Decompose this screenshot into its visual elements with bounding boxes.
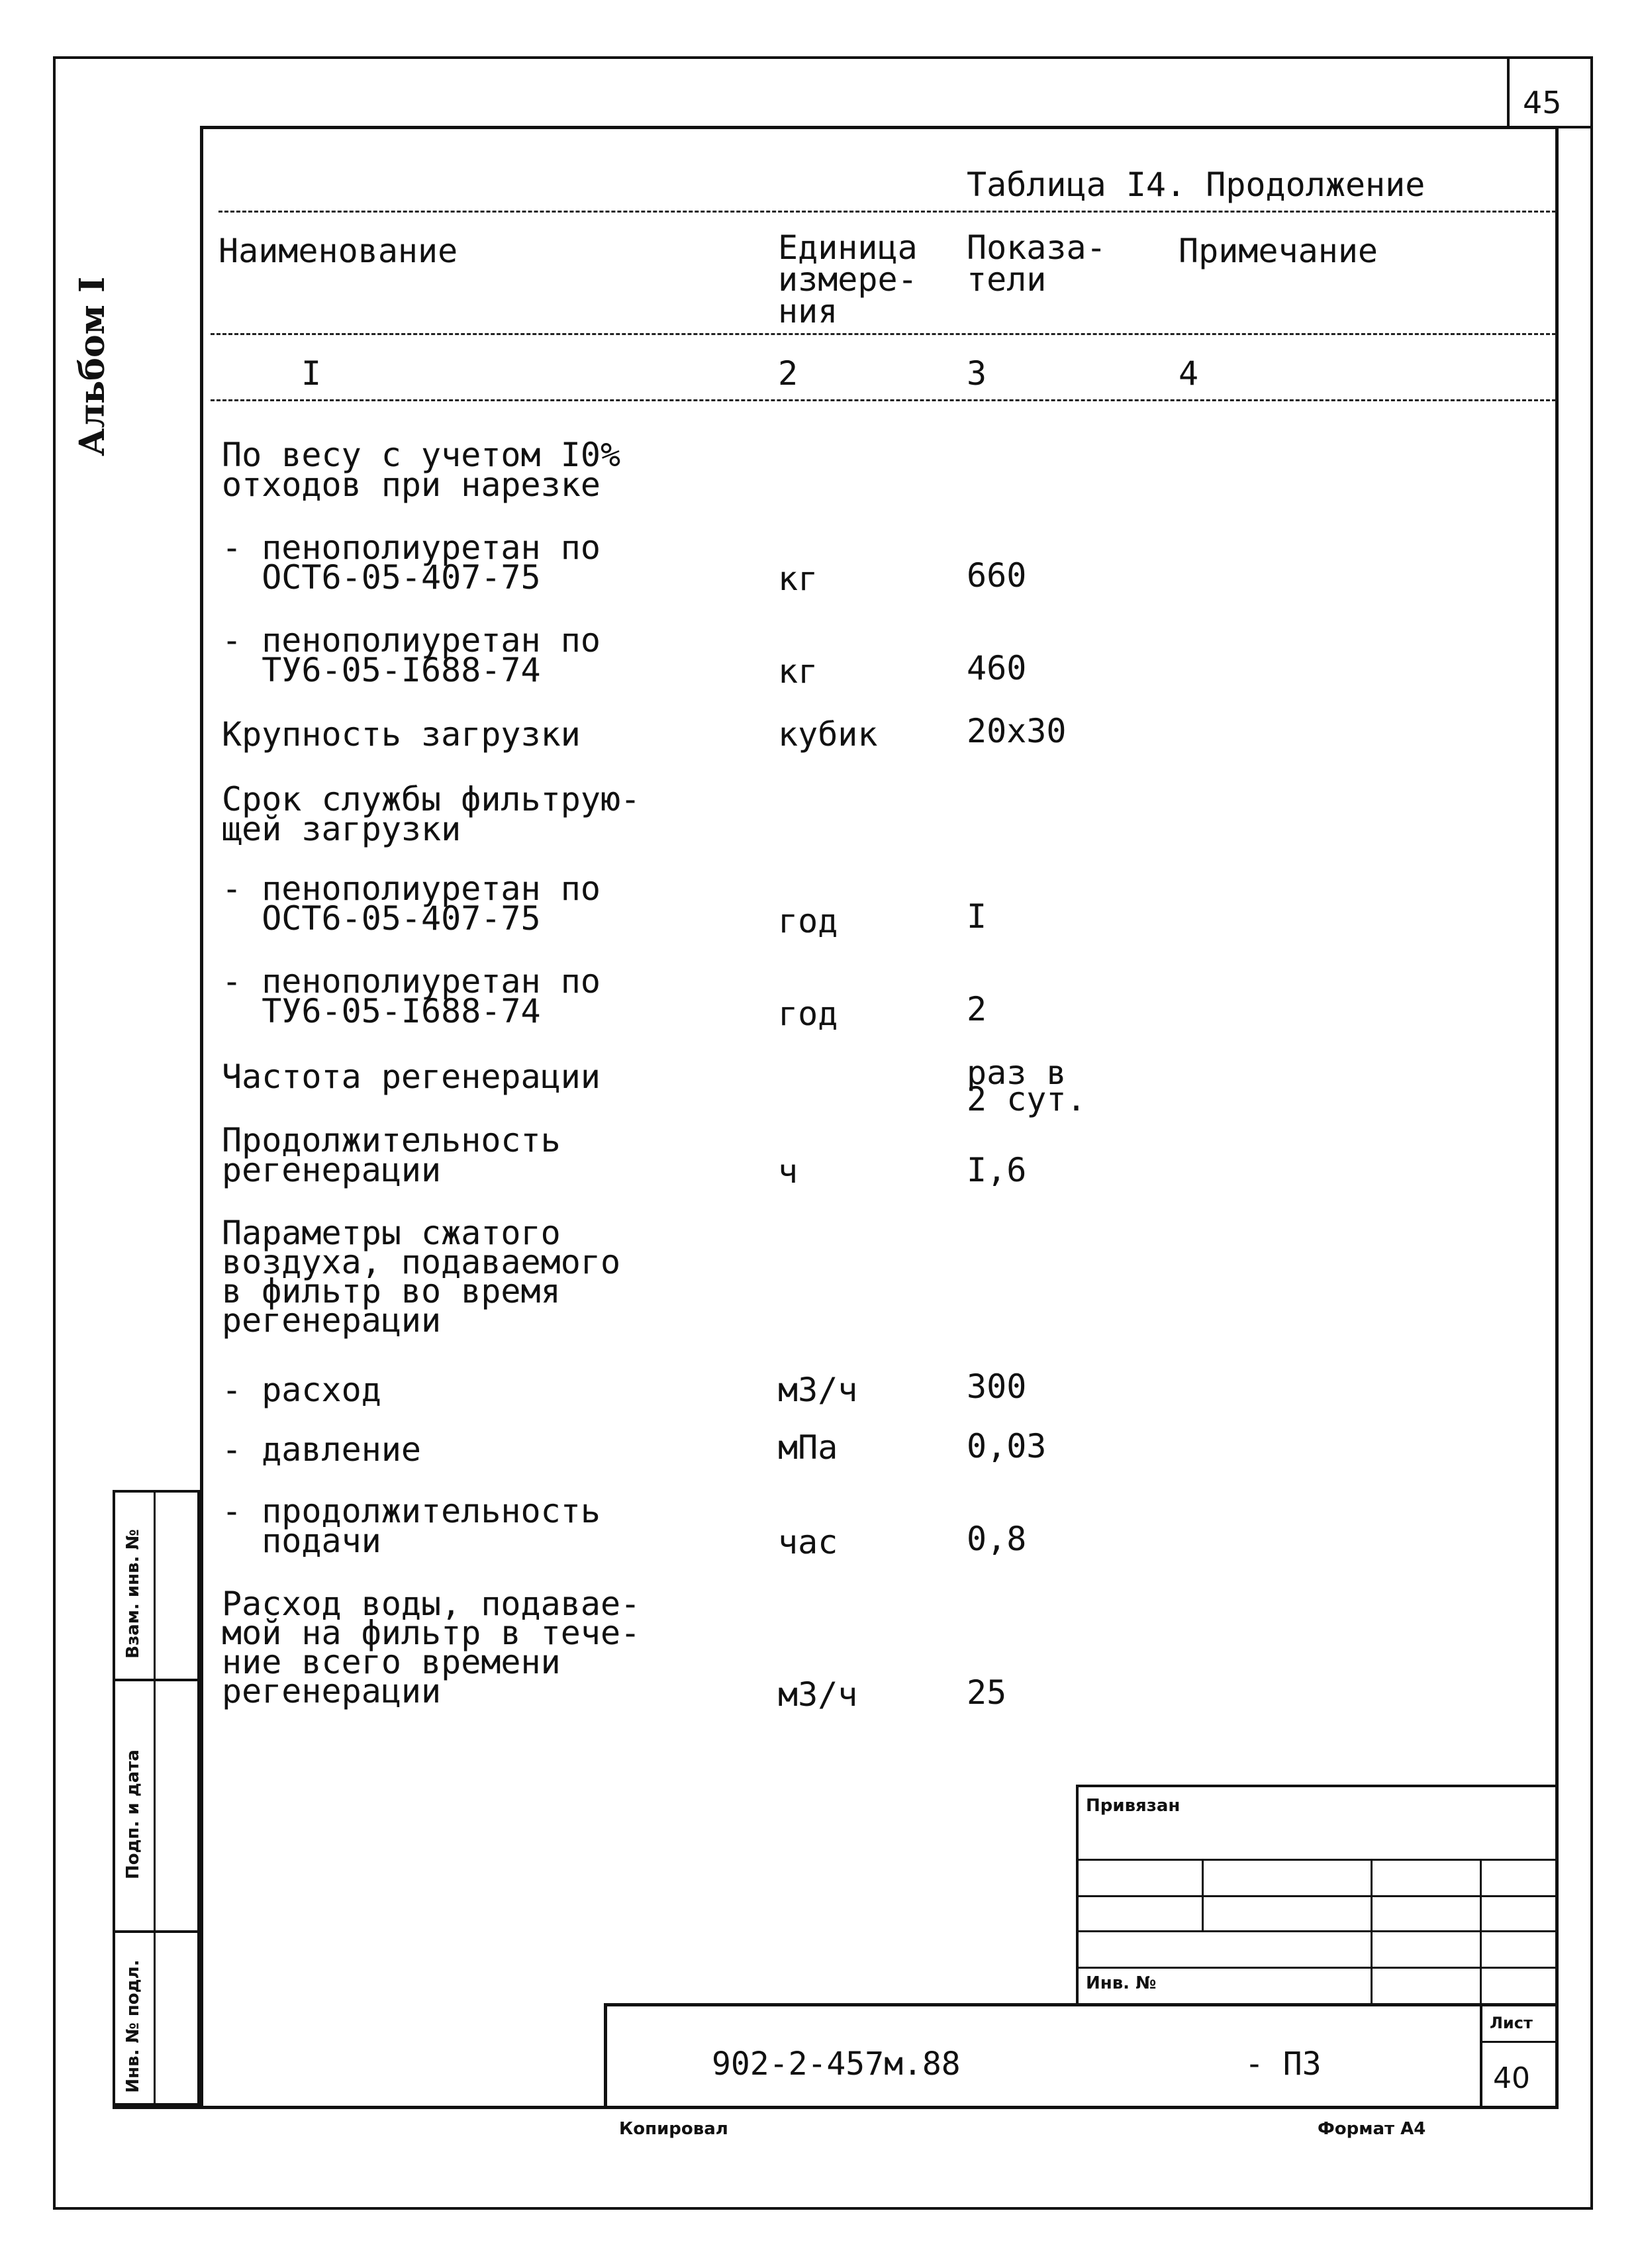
binding-stamp-row1 bbox=[1076, 1859, 1559, 1861]
col-number-1: I bbox=[301, 354, 322, 393]
col-header-name: Наименование bbox=[218, 232, 458, 270]
side-stamp-row2 bbox=[113, 1930, 200, 1933]
sheet-label: Лист bbox=[1490, 2014, 1533, 2032]
row-unit: час bbox=[778, 1523, 838, 1561]
sheet-box-row bbox=[1480, 2041, 1559, 2043]
side-stamp-divider bbox=[154, 1490, 156, 2106]
binding-stamp-inv: Инв. № bbox=[1086, 1973, 1157, 1993]
row-value: 0,8 bbox=[967, 1520, 1027, 1558]
footer-format: Формат А4 bbox=[1318, 2119, 1426, 2139]
binding-stamp-col1 bbox=[1202, 1859, 1204, 1932]
side-stamp-sign-date: Подп. и дата bbox=[123, 1750, 143, 1879]
doc-code: 902-2-457м.88 bbox=[712, 2046, 961, 2083]
binding-stamp-col3 bbox=[1480, 1859, 1482, 2003]
binding-stamp-row3 bbox=[1076, 1930, 1559, 1932]
binding-stamp-col2 bbox=[1371, 1859, 1373, 2003]
row-name: - пенополиуретан по ОСТ6-05-407-75 bbox=[222, 869, 601, 938]
row-unit: ч bbox=[778, 1152, 798, 1191]
row-name: Параметры сжатого воздуха, подаваемого в фильтр во время регенерации bbox=[222, 1214, 621, 1340]
header-bottom-dash bbox=[211, 333, 1556, 335]
row-value: I,6 bbox=[967, 1151, 1027, 1189]
row-name: - продолжительность подачи bbox=[222, 1492, 601, 1560]
row-name: - пенополиуретан по ТУ6-05-I688-74 bbox=[222, 621, 601, 689]
row-value: 660 bbox=[967, 556, 1027, 595]
row-value: 20x30 bbox=[967, 712, 1067, 750]
row-value: 0,03 bbox=[967, 1427, 1047, 1465]
row-unit: кубик bbox=[778, 715, 878, 754]
row-unit: кг bbox=[778, 560, 818, 598]
table-caption: Таблица I4. Продолжение bbox=[967, 166, 1425, 204]
row-name: - давление bbox=[222, 1430, 422, 1469]
header-top-dash bbox=[218, 211, 1556, 213]
binding-stamp-label: Привязан bbox=[1086, 1796, 1181, 1816]
row-name: Срок службы фильтрую- щей загрузки bbox=[222, 780, 641, 848]
row-value: 300 bbox=[967, 1367, 1027, 1406]
col-header-unit: Единица измере- ния bbox=[778, 228, 918, 330]
row-unit: м3/ч bbox=[778, 1371, 858, 1409]
row-name: Частота регенерации bbox=[222, 1058, 601, 1096]
row-unit: год bbox=[778, 995, 838, 1033]
sheet-box-divider bbox=[1480, 2003, 1482, 2109]
side-stamp-inv-replace: Взам. инв. № bbox=[123, 1529, 143, 1659]
row-name: Продолжительность регенерации bbox=[222, 1121, 561, 1189]
row-name: Расход воды, подавае- мой на фильтр в тече- ние всего времени регенерации bbox=[222, 1585, 641, 1710]
row-unit: год bbox=[778, 902, 838, 940]
col-number-3: 3 bbox=[967, 354, 987, 393]
doc-suffix: - ПЗ bbox=[1245, 2046, 1322, 2083]
footer-copied: Копировал bbox=[619, 2119, 728, 2139]
side-stamp-inv-orig: Инв. № подл. bbox=[123, 1959, 143, 2093]
row-unit: м3/ч bbox=[778, 1675, 858, 1714]
row-unit: кг bbox=[778, 652, 818, 691]
row-name: - пенополиуретан по ОСТ6-05-407-75 bbox=[222, 528, 601, 597]
row-name: - пенополиуретан по ТУ6-05-I688-74 bbox=[222, 962, 601, 1030]
sheet-number: 40 bbox=[1493, 2061, 1530, 2095]
col-header-value: Показа- тели bbox=[967, 228, 1106, 299]
row-value: 25 bbox=[967, 1673, 1007, 1712]
col-number-2: 2 bbox=[778, 354, 798, 393]
colnum-bottom-dash bbox=[211, 399, 1556, 401]
binding-stamp-row4 bbox=[1076, 1967, 1559, 1969]
album-label: Альбом I bbox=[72, 276, 113, 456]
row-value: I bbox=[967, 897, 987, 936]
row-name: - расход bbox=[222, 1371, 381, 1409]
row-name: Крупность загрузки bbox=[222, 715, 581, 754]
row-name: По весу с учетом I0% отходов при нарезке bbox=[222, 436, 621, 504]
page-number: 45 bbox=[1523, 85, 1562, 121]
binding-stamp bbox=[1076, 1785, 1559, 2003]
row-unit: мПа bbox=[778, 1428, 838, 1467]
col-header-note: Примечание bbox=[1179, 232, 1378, 270]
row-value: 460 bbox=[967, 649, 1027, 687]
binding-stamp-row2 bbox=[1076, 1895, 1559, 1897]
row-value: 2 bbox=[967, 990, 987, 1028]
col-number-4: 4 bbox=[1179, 354, 1199, 393]
row-value: раз в 2 сут. bbox=[967, 1054, 1087, 1118]
